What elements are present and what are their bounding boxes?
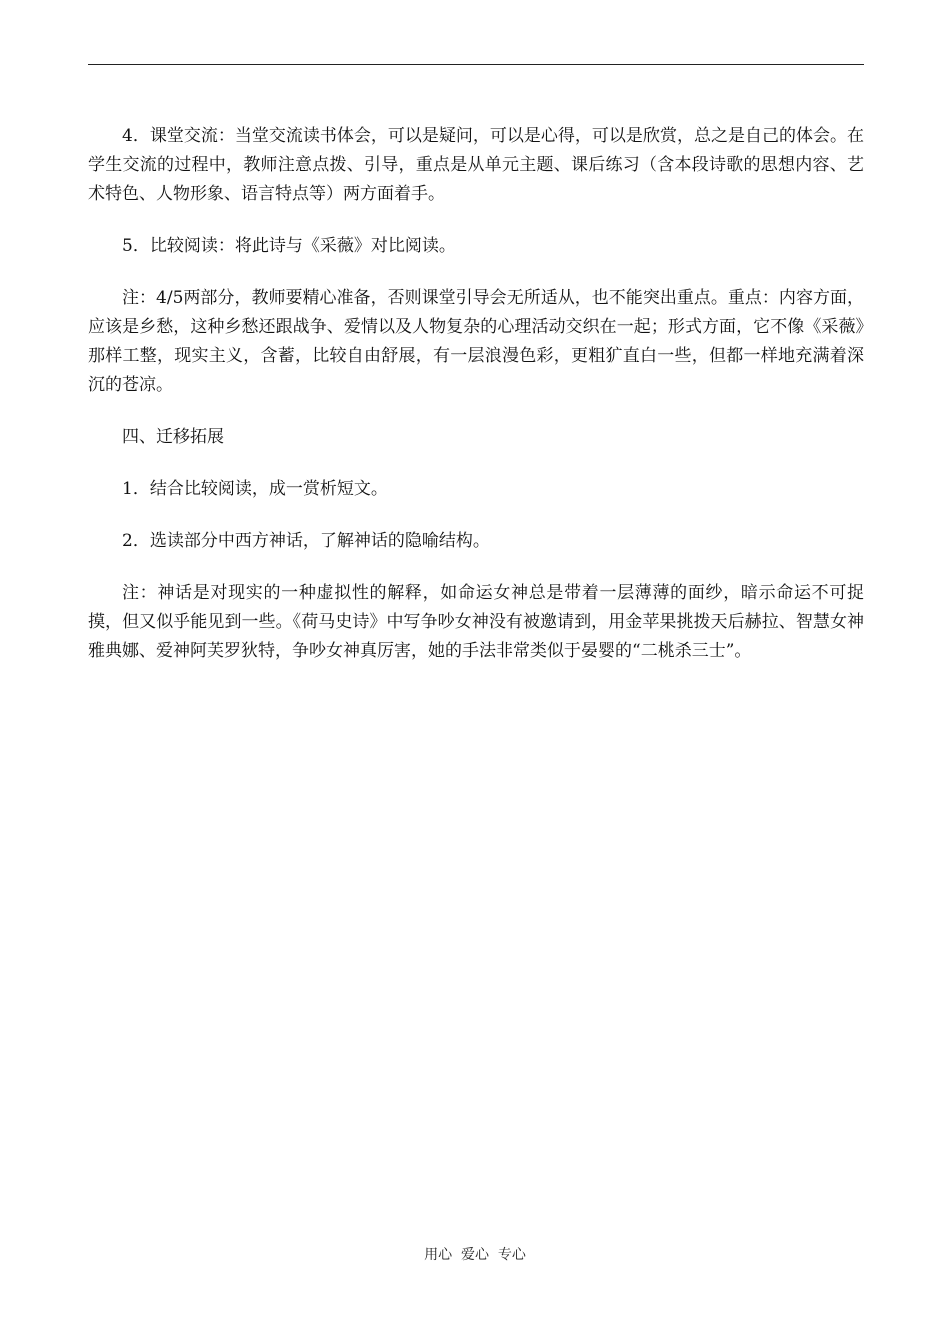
paragraph-myth-reading: 2．选读部分中西方神话，了解神话的隐喻结构。 (122, 531, 490, 551)
page-footer: 用心 爱心 专心 (424, 1247, 526, 1263)
document-body (88, 122, 864, 689)
section-heading-transfer-extension: 四、迁移拓展 (122, 427, 224, 447)
paragraph-note-focus: 注：4/5两部分，教师要精心准备，否则课堂引导会无所适从，也不能突出重点。重点：内容方面，应该是乡愁，这种乡愁还跟战争、爱情以及人物复杂的心理活动交织在一起；形式方面，它不像《采薇》那样工整，现实主义，含蓄，比较自由舒展，有一层浪漫色彩，更粗犷直白一些，但都一样地充满着深沉的苍凉。 (88, 288, 864, 395)
paragraph-classroom-exchange: 4．课堂交流：当堂交流读书体会，可以是疑问，可以是心得，可以是欣赏，总之是自己的体会。在学生交流的过程中，教师注意点拨、引导，重点是从单元主题、课后练习（含本段诗歌的思想内容、艺术特色、人物形象、语言特点等）两方面着手。 (88, 126, 864, 204)
header-rule (88, 64, 864, 65)
paragraph-appreciation-essay: 1．结合比较阅读，成一赏析短文。 (122, 479, 388, 499)
paragraph-comparative-reading: 5．比较阅读：将此诗与《采薇》对比阅读。 (122, 236, 456, 256)
paragraph-note-myth: 注：神话是对现实的一种虚拟性的解释，如命运女神总是带着一层薄薄的面纱，暗示命运不可捉摸，但又似乎能见到一些。《荷马史诗》中写争吵女神没有被邀请到，用金苹果挑拨天后赫拉、智慧女神雅典娜、爱神阿芙罗狄特，争吵女神真厉害，她的手法非常类似于晏婴的“二桃杀三士”。 (88, 583, 864, 661)
